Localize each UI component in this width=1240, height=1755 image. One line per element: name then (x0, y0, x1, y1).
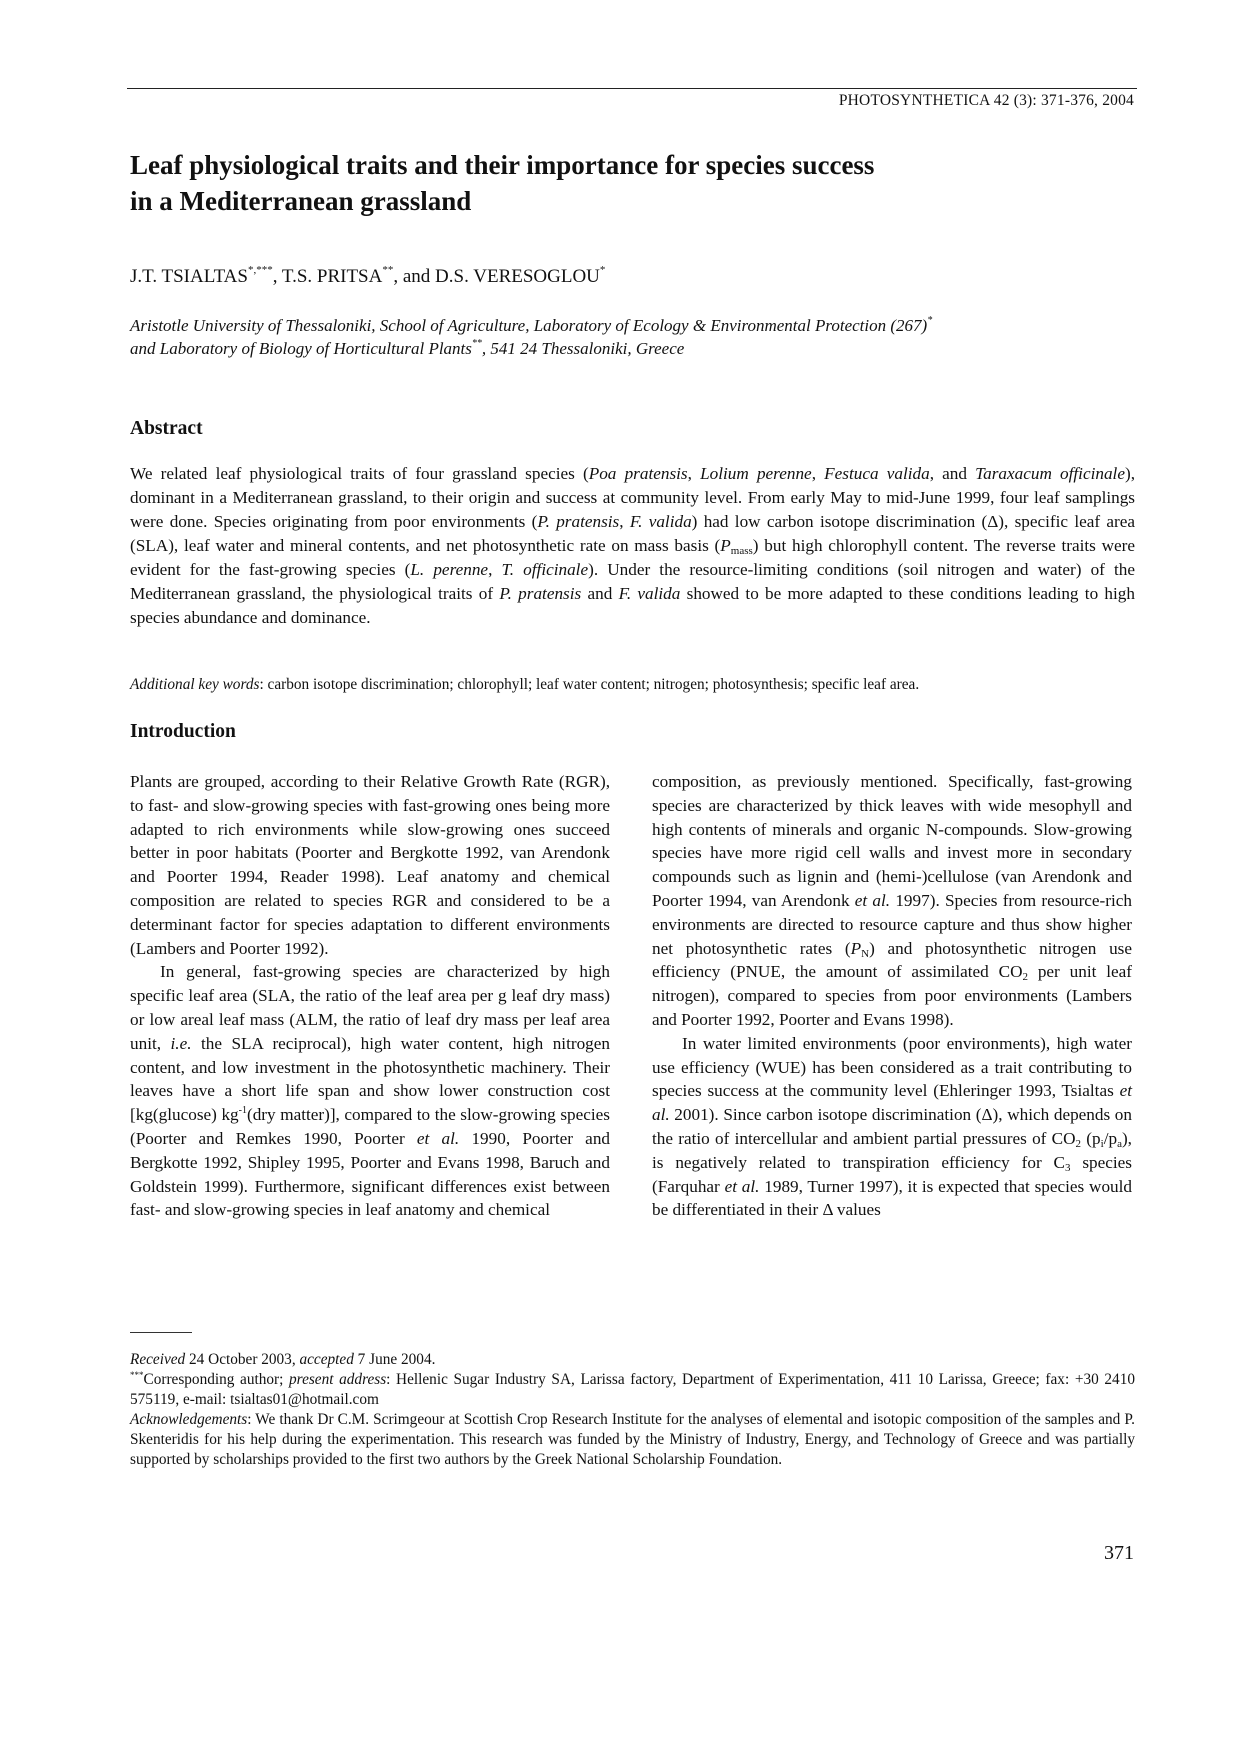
text-run: species (Farquhar (652, 1152, 1132, 1196)
affiliation-line-2 (130, 337, 1135, 360)
affiliation-1: Aristotle University of Thessaloniki, School of Agriculture, Laboratory of Ecology & Environmental Protection (267) (130, 316, 928, 335)
author-3: D.S. VERESOGLOU (435, 266, 600, 287)
species-name: Taraxacum officinale (975, 464, 1125, 483)
superscript: -1 (238, 1105, 247, 1117)
text-run: (p (1081, 1128, 1101, 1148)
author-1: J.T. TSIALTAS (130, 266, 248, 287)
author-2: T.S. PRITSA (281, 266, 383, 287)
subscript: 2 (1022, 971, 1028, 984)
italic-run: et al. (854, 890, 891, 910)
affiliation-1-mark: * (927, 315, 933, 326)
footnotes (130, 1350, 1135, 1470)
abstract-run: ) had low carbon isotope discrimination (Δ), specific leaf area (SLA), leaf water and mineral contents, and net photosynthetic rate on mass basis ( (130, 512, 1135, 555)
species-name: L. perenne (410, 560, 489, 579)
introduction-heading: Introduction (130, 721, 236, 742)
title-line-2: in a Mediterranean grassland (130, 186, 472, 216)
species-name: F. valida (618, 584, 681, 603)
author-3-mark: * (599, 264, 606, 276)
acknowledgements (130, 1410, 1135, 1470)
abstract-run: showed to be more adapted to these conditions leading to high species abundance and dominance. (130, 584, 1135, 627)
corresponding-author-note (130, 1370, 1135, 1410)
page-number: 371 (1104, 1542, 1134, 1564)
corresponding-label: Corresponding author; (143, 1371, 290, 1388)
intro-paragraph-1: Plants are grouped, according to their Relative Growth Rate (RGR), to fast- and slow-growing species with fast-growing ones being more adapted to rich environments while slow-growing ones succeed better in poor habitats (Poorter and Bergkotte 1992, van Arendonk and Poorter 1994, Reader 1998). Leaf anatomy and chemical composition are related to species RGR and considered to be a determinant factor for species adaptation to different environments (Lambers and Poorter 1992). (130, 772, 610, 958)
subscript: 2 (1075, 1137, 1082, 1150)
author-separator: , (272, 266, 282, 287)
acknowledgements-label: Acknowledgements (130, 1411, 248, 1428)
abstract-heading: Abstract (130, 418, 203, 439)
footnote-rule (130, 1332, 192, 1333)
abstract-run: ) but high chlorophyll content. The reverse traits were evident for the fast-growing species ( (130, 536, 1135, 579)
body-column-left (130, 770, 610, 1222)
intro-paragraph-3 (652, 1032, 1132, 1222)
subscript: a (1117, 1137, 1122, 1150)
keywords-label: Additional key words (130, 676, 260, 693)
text-run: /p (1103, 1128, 1118, 1148)
italic-run: et al. (724, 1176, 760, 1196)
title-line-1: Leaf physiological traits and their importance for species success (130, 150, 875, 180)
text-run: ) and photosynthetic nitrogen use efficiency (PNUE, the amount of assimilated CO (652, 938, 1133, 982)
author-list (130, 266, 605, 288)
author-2-mark: ** (382, 264, 394, 276)
italic-run: et al. (652, 1081, 1132, 1125)
affiliation-line-1 (130, 314, 1135, 337)
intro-paragraph-2 (130, 960, 610, 1222)
text-run: ), is negatively related to transpiration efficiency for C (652, 1128, 1132, 1172)
subscript: N (861, 947, 870, 960)
intro-paragraph-2-continued (652, 770, 1132, 1032)
abstract-run: ). Under the resource-limiting conditions (soil nitrogen and water) of the Mediterranean grassland, the physiological traits of (130, 560, 1136, 603)
italic-run: et al. (416, 1128, 460, 1148)
text-run: 1990, Poorter and Bergkotte 1992, Shipley 1995, Poorter and Evans 1998, Baruch and Goldstein 1999). Furthermore, significant differences exist between fast- and slow-growing species in leaf anatomy and chemical (130, 1128, 611, 1220)
text-run: the SLA reciprocal), high water content, high nitrogen content, and low investment in the photosynthetic machinery. Their leaves have a short life span and show lower construction cost [kg(glucose) kg (130, 1033, 610, 1125)
corresponding-address: : Hellenic Sugar Industry SA, Larissa factory, Department of Experimentation, 411 10 Larissa, Greece; fax: +30 2410 575119, e-mail: tsialtas01@hotmail.com (130, 1371, 1135, 1408)
text-run: In water limited environments (poor environments), high water use efficiency (WUE) has been considered as a trait contributing to species success at the community level (Ehleringer 1993, Tsialtas (652, 1033, 1132, 1101)
accepted-date: 7 June 2004. (353, 1351, 436, 1368)
author-separator: , and (393, 266, 436, 287)
body-column-right (652, 770, 1132, 1222)
species-name: Poa pratensis (588, 464, 688, 483)
received-note (130, 1350, 1135, 1370)
symbol-p: P (850, 938, 862, 958)
affiliation-2: and Laboratory of Biology of Horticultural Plants (130, 339, 472, 358)
species-name: P. pratensis (499, 584, 582, 603)
received-date: 24 October 2003, (185, 1351, 300, 1368)
symbol-subscript: mass (730, 545, 753, 557)
italic-run: i.e. (170, 1033, 192, 1053)
species-name: Lolium perenne (700, 464, 812, 483)
subscript: i (1100, 1137, 1104, 1150)
keywords (130, 675, 1135, 695)
abstract-text: We related leaf physiological traits of four grassland species (Poa pratensis, Lolium perenne, Festuca valida, and Taraxacum officinale), dominant in a Mediterranean grassland, to their origin and success at community level. From early May to mid-June 1999, four leaf samplings were done. Species originating from poor environments (P. pratensis, F. valida) had low carbon isotope discrimination (Δ), specific leaf area (SLA), leaf water and mineral contents, and net photosynthetic rate on mass basis $(P_{mass})$ but high chlorophyll content. The reverse traits were evident for the fast-growing species (L. perenne, T. officinale). Under the resource-limiting conditions (soil nitrogen and water) of the Mediterranean grassland, the physiological traits of P. pratensis and F. valida showed to be more adapted to these conditions leading to high species abundance and dominance. (130, 464, 1136, 627)
corresponding-mark: *** (130, 1370, 144, 1380)
species-name: F. valida (629, 512, 692, 531)
header-rule (127, 88, 1137, 89)
paper-title (130, 147, 1130, 219)
species-name: Festuca valida (824, 464, 930, 483)
text-run: In general, fast-growing species are characterized by high specific leaf area (SLA, the ratio of the leaf area per g leaf dry mass) or low areal leaf mass (ALM, the ratio of leaf dry mass per leaf area unit, (130, 962, 610, 1053)
text-run: composition, as previously mentioned. Specifically, fast-growing species are characterized by thick leaves with wide mesophyll and high contents of minerals and organic N-compounds. Slow-growing species have more rigid cell walls and invest more in secondary compounds such as lignin and (hemi-)cellulose (van Arendonk and Poorter 1994, van Arendonk (652, 772, 1132, 910)
text-run: 2001). Since carbon isotope discrimination (Δ), which depends on the ratio of intercellular and ambient partial pressures of CO (652, 1105, 1132, 1148)
received-label: Received (130, 1351, 186, 1368)
species-name: P. pratensis (537, 512, 620, 531)
keywords-list: : carbon isotope discrimination; chlorophyll; leaf water content; nitrogen; photosynthesis; specific leaf area. (259, 676, 920, 693)
affiliation-2-mark: ** (471, 338, 482, 349)
journal-reference: PHOTOSYNTHETICA 42 (3): 371-376, 2004 (838, 92, 1134, 109)
text-run: (dry matter)], compared to the slow-growing species (Poorter and Remkes 1990, Poorter (130, 1105, 610, 1148)
symbol-p: P (720, 536, 731, 555)
text-run: 1989, Turner 1997), it is expected that species would be differentiated in their Δ values (652, 1176, 1132, 1220)
present-address-label: present address (289, 1371, 387, 1388)
text-run: per unit leaf nitrogen), compared to species from poor environments (Lambers and Poorter 1992, Poorter and Evans 1998). (652, 962, 1132, 1029)
species-name: T. officinale (501, 560, 589, 579)
abstract-run: ), dominant in a Mediterranean grassland, to their origin and success at community level. From early May to mid-June 1999, four leaf samplings were done. Species originating from poor environments ( (130, 464, 1135, 531)
subscript: 3 (1065, 1161, 1071, 1174)
acknowledgements-text: : We thank Dr C.M. Scrimgeour at Scottish Crop Research Institute for the analyses of elemental and isotopic composition of the samples and P. Skenteridis for his help during the experimentation. This research was funded by the Ministry of Industry, Energy, and Technology of Greece and was partially supported by scholarships provided to the first two authors by the Greek National Scholarship Foundation. (130, 1411, 1135, 1468)
author-1-mark: *,*** (247, 264, 273, 276)
affiliations (130, 314, 1135, 360)
affiliation-2-address: , 541 24 Thessaloniki, Greece (481, 339, 685, 358)
abstract-run: We related leaf physiological traits of four grassland species ( (130, 464, 589, 483)
accepted-label: accepted (299, 1351, 354, 1368)
text-run: 1997). Species from resource-rich environments are directed to resource capture and thus show higher net photosynthetic rates ( (652, 890, 1132, 958)
